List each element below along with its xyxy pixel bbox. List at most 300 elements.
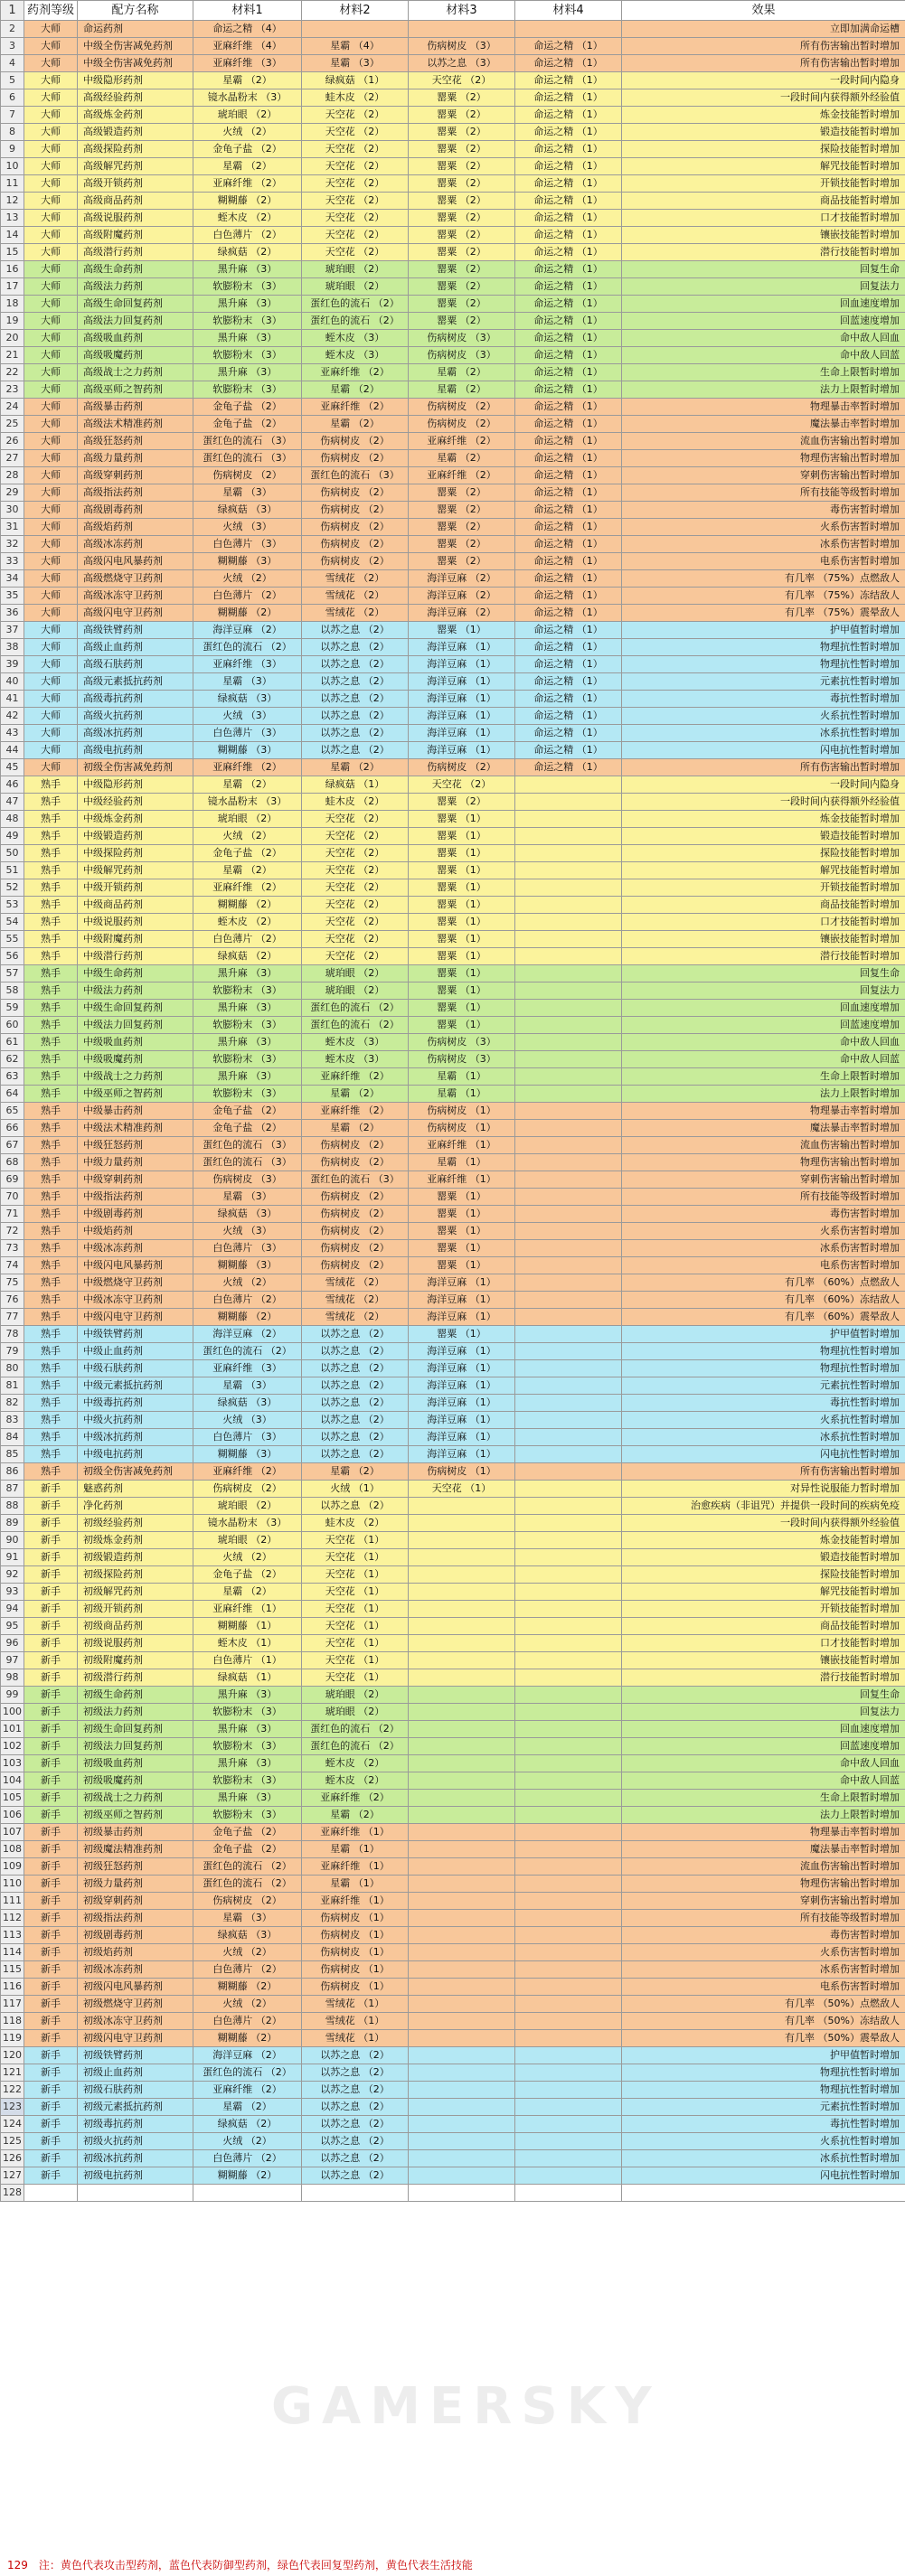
cell-material-3[interactable]: 星霸 （2）	[409, 364, 515, 381]
cell-material-3[interactable]	[409, 1584, 515, 1601]
cell-material-4[interactable]: 命运之精 （1）	[515, 725, 622, 742]
cell-material-4[interactable]	[515, 1635, 622, 1652]
cell-material-3[interactable]	[409, 1601, 515, 1618]
cell-material-4[interactable]: 命运之精 （1）	[515, 433, 622, 450]
row-number[interactable]: 36	[1, 605, 24, 622]
cell-effect[interactable]: 物理伤害输出暂时增加	[622, 450, 905, 467]
row-number[interactable]: 78	[1, 1326, 24, 1343]
cell-material-1[interactable]: 亚麻纤维 （3）	[193, 1360, 302, 1377]
cell-recipe-name[interactable]: 高级商品药剂	[78, 193, 193, 210]
cell-material-4[interactable]: 命运之精 （1）	[515, 193, 622, 210]
cell-level[interactable]: 大师	[24, 175, 78, 193]
cell-level[interactable]: 新手	[24, 1944, 78, 1961]
cell-material-1[interactable]: 亚麻纤维 （4）	[193, 38, 302, 55]
row-number[interactable]: 81	[1, 1377, 24, 1395]
cell-material-1[interactable]: 蛭木皮 （2）	[193, 210, 302, 227]
cell-material-3[interactable]	[409, 2064, 515, 2082]
cell-recipe-name[interactable]: 初级火抗药剂	[78, 2133, 193, 2150]
cell-material-3[interactable]: 海洋豆麻 （1）	[409, 1292, 515, 1309]
cell-level[interactable]: 大师	[24, 244, 78, 261]
cell-material-1[interactable]: 亚麻纤维 （1）	[193, 1601, 302, 1618]
cell-material-2[interactable]: 星霸 （2）	[302, 1463, 409, 1481]
cell-material-1[interactable]: 软膨粉末 （3）	[193, 1807, 302, 1824]
cell-level[interactable]: 大师	[24, 622, 78, 639]
cell-level[interactable]: 大师	[24, 536, 78, 553]
cell-material-2[interactable]: 蛋红色的流石 （2）	[302, 1721, 409, 1738]
cell-level[interactable]: 大师	[24, 330, 78, 347]
cell-material-3[interactable]: 天空花 （2）	[409, 776, 515, 794]
cell-material-4[interactable]	[515, 776, 622, 794]
cell-material-2[interactable]: 星霸 （1）	[302, 1876, 409, 1893]
cell-recipe-name[interactable]: 高级法力回复药剂	[78, 313, 193, 330]
cell-material-2[interactable]: 琥珀眼 （2）	[302, 1704, 409, 1721]
cell-effect[interactable]: 物理抗性暂时增加	[622, 1343, 905, 1360]
cell-material-4[interactable]	[515, 862, 622, 879]
cell-material-3[interactable]: 罂粟 （1）	[409, 948, 515, 965]
cell-material-1[interactable]: 金龟子盐 （2）	[193, 141, 302, 158]
cell-material-4[interactable]	[515, 1051, 622, 1068]
cell-material-3[interactable]	[409, 2167, 515, 2185]
cell-material-1[interactable]: 软膨粉末 （3）	[193, 381, 302, 399]
cell-material-4[interactable]	[515, 2167, 622, 2185]
cell-material-2[interactable]: 天空花 （2）	[302, 845, 409, 862]
cell-material-4[interactable]	[515, 1687, 622, 1704]
row-number[interactable]: 80	[1, 1360, 24, 1377]
cell-material-2[interactable]: 天空花 （1）	[302, 1601, 409, 1618]
cell-material-3[interactable]: 海洋豆麻 （1）	[409, 691, 515, 708]
row-number[interactable]: 74	[1, 1257, 24, 1274]
cell-material-1[interactable]: 糊糊藤 （2）	[193, 1979, 302, 1996]
cell-level[interactable]: 大师	[24, 656, 78, 673]
cell-material-1[interactable]: 糊糊藤 （2）	[193, 2030, 302, 2047]
cell-material-1[interactable]: 火绒 （2）	[193, 1549, 302, 1566]
cell-effect[interactable]: 回复生命	[622, 261, 905, 278]
cell-level[interactable]: 熟手	[24, 1446, 78, 1463]
cell-level[interactable]: 大师	[24, 261, 78, 278]
cell-material-3[interactable]: 伤病树皮 （2）	[409, 416, 515, 433]
cell-material-2[interactable]: 雪绒花 （2）	[302, 1292, 409, 1309]
cell-material-2[interactable]: 雪绒花 （1）	[302, 1996, 409, 2013]
cell-material-4[interactable]: 命运之精 （1）	[515, 742, 622, 759]
cell-material-4[interactable]: 命运之精 （1）	[515, 588, 622, 605]
cell-material-2[interactable]: 天空花 （2）	[302, 124, 409, 141]
cell-material-1[interactable]: 伤病树皮 （2）	[193, 1893, 302, 1910]
cell-material-2[interactable]: 雪绒花 （1）	[302, 2030, 409, 2047]
cell-recipe-name[interactable]: 高级炼金药剂	[78, 107, 193, 124]
cell-material-1[interactable]: 蛋红色的流石 （2）	[193, 2064, 302, 2082]
cell-material-4[interactable]	[515, 2013, 622, 2030]
cell-level[interactable]: 熟手	[24, 1395, 78, 1412]
cell-material-3[interactable]	[409, 1772, 515, 1790]
cell-effect[interactable]: 潜行技能暂时增加	[622, 948, 905, 965]
cell-material-4[interactable]	[515, 1120, 622, 1137]
cell-effect[interactable]: 有几率 （50%）点燃敌人	[622, 1996, 905, 2013]
cell-level[interactable]: 大师	[24, 673, 78, 691]
cell-material-1[interactable]: 亚麻纤维 （2）	[193, 879, 302, 897]
cell-material-3[interactable]	[409, 1704, 515, 1721]
cell-material-1[interactable]: 亚麻纤维 （3）	[193, 656, 302, 673]
cell-material-2[interactable]: 以苏之息 （2）	[302, 622, 409, 639]
cell-material-2[interactable]: 星霸 （2）	[302, 1120, 409, 1137]
row-number[interactable]: 107	[1, 1824, 24, 1841]
cell-material-2[interactable]: 伤病树皮 （2）	[302, 1206, 409, 1223]
row-number[interactable]: 75	[1, 1274, 24, 1292]
cell-level[interactable]: 新手	[24, 1618, 78, 1635]
cell-effect[interactable]: 有几率 （75%）震晕敌人	[622, 605, 905, 622]
cell-material-2[interactable]: 天空花 （1）	[302, 1669, 409, 1687]
cell-material-3[interactable]	[409, 1515, 515, 1532]
cell-level[interactable]: 大师	[24, 450, 78, 467]
cell-level[interactable]: 大师	[24, 381, 78, 399]
cell-effect[interactable]: 法力上限暂时增加	[622, 1086, 905, 1103]
cell-material-3[interactable]	[409, 1687, 515, 1704]
cell-recipe-name[interactable]: 高级电抗药剂	[78, 742, 193, 759]
cell-material-3[interactable]: 罂粟 （1）	[409, 811, 515, 828]
cell-material-3[interactable]: 海洋豆麻 （1）	[409, 1309, 515, 1326]
cell-effect[interactable]: 冰系抗性暂时增加	[622, 2150, 905, 2167]
row-number[interactable]: 66	[1, 1120, 24, 1137]
cell-material-4[interactable]	[515, 1034, 622, 1051]
cell-level[interactable]: 熟手	[24, 1154, 78, 1171]
cell-material-1[interactable]: 金龟子盐 （2）	[193, 1103, 302, 1120]
cell-effect[interactable]: 回复生命	[622, 965, 905, 982]
cell-material-4[interactable]	[515, 1584, 622, 1601]
cell-material-2[interactable]: 天空花 （2）	[302, 828, 409, 845]
cell-level[interactable]: 大师	[24, 72, 78, 89]
cell-material-2[interactable]: 天空花 （2）	[302, 141, 409, 158]
cell-recipe-name[interactable]: 初级毒抗药剂	[78, 2116, 193, 2133]
cell-recipe-name[interactable]: 中级全伤害减免药剂	[78, 55, 193, 72]
cell-level[interactable]: 新手	[24, 1687, 78, 1704]
cell-material-3[interactable]	[409, 2047, 515, 2064]
cell-material-3[interactable]	[409, 2099, 515, 2116]
header-material-2[interactable]: 材料2	[302, 1, 409, 21]
cell-recipe-name[interactable]: 魅惑药剂	[78, 1481, 193, 1498]
cell-recipe-name[interactable]: 高级潜行药剂	[78, 244, 193, 261]
cell-level[interactable]: 熟手	[24, 1326, 78, 1343]
cell-material-4[interactable]	[515, 1772, 622, 1790]
cell-material-3[interactable]: 罂粟 （2）	[409, 175, 515, 193]
cell-level[interactable]: 新手	[24, 1790, 78, 1807]
cell-recipe-name[interactable]: 初级炼金药剂	[78, 1532, 193, 1549]
cell-material-1[interactable]: 黑升麻 （3）	[193, 965, 302, 982]
cell-material-4[interactable]	[515, 2133, 622, 2150]
row-number[interactable]: 119	[1, 2030, 24, 2047]
cell-material-3[interactable]: 罂粟 （2）	[409, 313, 515, 330]
cell-material-2[interactable]: 伤病树皮 （2）	[302, 484, 409, 502]
cell-recipe-name[interactable]: 中级全伤害减免药剂	[78, 38, 193, 55]
cell-material-3[interactable]: 罂粟 （1）	[409, 1017, 515, 1034]
cell-material-4[interactable]: 命运之精 （1）	[515, 553, 622, 570]
empty-cell[interactable]	[193, 2185, 302, 2202]
cell-material-3[interactable]: 星霸 （1）	[409, 1068, 515, 1086]
cell-effect[interactable]: 探险技能暂时增加	[622, 1566, 905, 1584]
cell-material-1[interactable]: 黑升麻 （3）	[193, 330, 302, 347]
cell-material-3[interactable]: 海洋豆麻 （1）	[409, 1395, 515, 1412]
cell-recipe-name[interactable]: 高级锻造药剂	[78, 124, 193, 141]
cell-material-1[interactable]: 蛭木皮 （2）	[193, 914, 302, 931]
row-number[interactable]: 46	[1, 776, 24, 794]
cell-effect[interactable]: 物理伤害输出暂时增加	[622, 1154, 905, 1171]
cell-material-3[interactable]	[409, 1841, 515, 1858]
cell-material-1[interactable]: 白色薄片 （3）	[193, 725, 302, 742]
cell-material-1[interactable]: 蛋红色的流石 （2）	[193, 1876, 302, 1893]
cell-recipe-name[interactable]: 高级吸魔药剂	[78, 347, 193, 364]
cell-level[interactable]: 大师	[24, 759, 78, 776]
cell-recipe-name[interactable]: 初级全伤害减免药剂	[78, 759, 193, 776]
cell-effect[interactable]: 命中敌人回蓝	[622, 1051, 905, 1068]
row-number[interactable]: 24	[1, 399, 24, 416]
cell-effect[interactable]: 魔法暴击率暂时增加	[622, 416, 905, 433]
cell-level[interactable]: 新手	[24, 1532, 78, 1549]
cell-effect[interactable]: 炼金技能暂时增加	[622, 107, 905, 124]
cell-material-3[interactable]	[409, 1807, 515, 1824]
cell-effect[interactable]: 元素抗性暂时增加	[622, 1377, 905, 1395]
header-material-1[interactable]: 材料1	[193, 1, 302, 21]
cell-material-2[interactable]: 星霸 （2）	[302, 759, 409, 776]
cell-recipe-name[interactable]: 中级经验药剂	[78, 794, 193, 811]
cell-level[interactable]: 新手	[24, 1549, 78, 1566]
row-number[interactable]: 76	[1, 1292, 24, 1309]
cell-recipe-name[interactable]: 中级解咒药剂	[78, 862, 193, 879]
cell-material-4[interactable]	[515, 1292, 622, 1309]
cell-material-3[interactable]: 亚麻纤维 （1）	[409, 1171, 515, 1189]
cell-recipe-name[interactable]: 初级冰冻药剂	[78, 1961, 193, 1979]
cell-material-3[interactable]: 罂粟 （1）	[409, 897, 515, 914]
cell-material-3[interactable]: 罂粟 （1）	[409, 845, 515, 862]
cell-material-3[interactable]	[409, 1790, 515, 1807]
cell-material-1[interactable]: 白色薄片 （2）	[193, 1292, 302, 1309]
header-level[interactable]: 药剂等级	[24, 1, 78, 21]
empty-cell[interactable]	[515, 2185, 622, 2202]
cell-material-1[interactable]: 白色薄片 （2）	[193, 1961, 302, 1979]
row-number[interactable]: 127	[1, 2167, 24, 2185]
cell-recipe-name[interactable]: 高级附魔药剂	[78, 227, 193, 244]
cell-material-1[interactable]: 白色薄片 （2）	[193, 227, 302, 244]
cell-material-4[interactable]	[515, 845, 622, 862]
cell-recipe-name[interactable]: 初级止血药剂	[78, 2064, 193, 2082]
cell-material-3[interactable]	[409, 1498, 515, 1515]
cell-material-3[interactable]	[409, 1979, 515, 1996]
cell-effect[interactable]: 一段时间内获得额外经验值	[622, 794, 905, 811]
cell-recipe-name[interactable]: 初级燃烧守卫药剂	[78, 1996, 193, 2013]
cell-material-2[interactable]: 天空花 （2）	[302, 811, 409, 828]
cell-material-4[interactable]	[515, 1068, 622, 1086]
cell-material-3[interactable]: 罂粟 （2）	[409, 244, 515, 261]
cell-level[interactable]: 熟手	[24, 1000, 78, 1017]
cell-material-2[interactable]: 天空花 （1）	[302, 1532, 409, 1549]
cell-material-1[interactable]: 黑升麻 （3）	[193, 1068, 302, 1086]
cell-material-3[interactable]: 伤病树皮 （1）	[409, 1103, 515, 1120]
cell-material-2[interactable]: 伤病树皮 （2）	[302, 1223, 409, 1240]
cell-material-4[interactable]	[515, 1412, 622, 1429]
cell-recipe-name[interactable]: 初级潜行药剂	[78, 1669, 193, 1687]
cell-material-3[interactable]: 伤病树皮 （1）	[409, 1463, 515, 1481]
cell-material-1[interactable]: 绿疯菇 （2）	[193, 948, 302, 965]
cell-level[interactable]: 新手	[24, 1927, 78, 1944]
cell-material-2[interactable]: 以苏之息 （2）	[302, 2047, 409, 2064]
cell-recipe-name[interactable]: 初级开锁药剂	[78, 1601, 193, 1618]
cell-level[interactable]: 熟手	[24, 776, 78, 794]
cell-material-2[interactable]: 亚麻纤维 （1）	[302, 1893, 409, 1910]
cell-effect[interactable]: 回蓝速度增加	[622, 313, 905, 330]
cell-level[interactable]: 新手	[24, 2150, 78, 2167]
cell-recipe-name[interactable]: 高级生命药剂	[78, 261, 193, 278]
cell-material-3[interactable]: 罂粟 （1）	[409, 982, 515, 1000]
row-number[interactable]: 121	[1, 2064, 24, 2082]
cell-recipe-name[interactable]: 高级焰药剂	[78, 519, 193, 536]
cell-level[interactable]: 熟手	[24, 1223, 78, 1240]
cell-material-4[interactable]	[515, 1893, 622, 1910]
row-number[interactable]: 97	[1, 1652, 24, 1669]
row-number[interactable]: 98	[1, 1669, 24, 1687]
row-number[interactable]: 88	[1, 1498, 24, 1515]
cell-level[interactable]: 新手	[24, 1996, 78, 2013]
cell-level[interactable]: 大师	[24, 38, 78, 55]
cell-material-3[interactable]: 罂粟 （2）	[409, 210, 515, 227]
cell-material-3[interactable]	[409, 2150, 515, 2167]
cell-effect[interactable]: 电系伤害暂时增加	[622, 553, 905, 570]
cell-material-1[interactable]: 火绒 （2）	[193, 124, 302, 141]
row-number[interactable]: 30	[1, 502, 24, 519]
cell-recipe-name[interactable]: 高级冰冻药剂	[78, 536, 193, 553]
cell-level[interactable]: 大师	[24, 364, 78, 381]
cell-material-1[interactable]: 蛋红色的流石 （2）	[193, 1343, 302, 1360]
cell-level[interactable]: 新手	[24, 2133, 78, 2150]
cell-recipe-name[interactable]: 中级元素抵抗药剂	[78, 1377, 193, 1395]
cell-material-4[interactable]	[515, 2116, 622, 2133]
cell-recipe-name[interactable]: 中级毒抗药剂	[78, 1395, 193, 1412]
row-number[interactable]: 10	[1, 158, 24, 175]
row-number[interactable]: 112	[1, 1910, 24, 1927]
cell-material-2[interactable]: 星霸 （3）	[302, 55, 409, 72]
cell-recipe-name[interactable]: 初级指法药剂	[78, 1910, 193, 1927]
row-number[interactable]: 117	[1, 1996, 24, 2013]
cell-material-1[interactable]: 白色薄片 （2）	[193, 2150, 302, 2167]
row-number[interactable]: 1	[1, 1, 24, 21]
cell-material-3[interactable]	[409, 1755, 515, 1772]
cell-effect[interactable]: 电系伤害暂时增加	[622, 1257, 905, 1274]
cell-level[interactable]: 熟手	[24, 1292, 78, 1309]
cell-material-4[interactable]: 命运之精 （1）	[515, 759, 622, 776]
cell-material-3[interactable]	[409, 1910, 515, 1927]
cell-material-3[interactable]: 罂粟 （2）	[409, 107, 515, 124]
cell-material-4[interactable]	[515, 1223, 622, 1240]
header-material-3[interactable]: 材料3	[409, 1, 515, 21]
cell-recipe-name[interactable]: 高级法力药剂	[78, 278, 193, 296]
cell-material-1[interactable]: 软膨粉末 （3）	[193, 347, 302, 364]
cell-effect[interactable]: 护甲值暂时增加	[622, 1326, 905, 1343]
cell-level[interactable]: 新手	[24, 1876, 78, 1893]
cell-material-2[interactable]: 以苏之息 （2）	[302, 1326, 409, 1343]
cell-material-2[interactable]: 天空花 （2）	[302, 227, 409, 244]
cell-level[interactable]: 新手	[24, 1498, 78, 1515]
cell-material-4[interactable]	[515, 1961, 622, 1979]
cell-material-2[interactable]: 天空花 （1）	[302, 1549, 409, 1566]
cell-material-3[interactable]	[409, 1961, 515, 1979]
empty-cell[interactable]	[302, 2185, 409, 2202]
cell-material-2[interactable]: 琥珀眼 （2）	[302, 982, 409, 1000]
cell-material-1[interactable]: 绿疯菇 （1）	[193, 1669, 302, 1687]
cell-recipe-name[interactable]: 初级探险药剂	[78, 1566, 193, 1584]
cell-material-2[interactable]: 以苏之息 （2）	[302, 1429, 409, 1446]
cell-effect[interactable]: 镶嵌技能暂时增加	[622, 227, 905, 244]
cell-effect[interactable]: 炼金技能暂时增加	[622, 811, 905, 828]
cell-material-3[interactable]: 海洋豆麻 （1）	[409, 725, 515, 742]
cell-effect[interactable]: 穿刺伤害输出暂时增加	[622, 1171, 905, 1189]
row-number[interactable]: 40	[1, 673, 24, 691]
cell-material-1[interactable]: 黑升麻 （3）	[193, 1790, 302, 1807]
cell-material-1[interactable]: 蛋红色的流石 （3）	[193, 1154, 302, 1171]
cell-recipe-name[interactable]: 高级燃烧守卫药剂	[78, 570, 193, 588]
cell-material-2[interactable]: 伤病树皮 （2）	[302, 1257, 409, 1274]
cell-material-2[interactable]: 琥珀眼 （2）	[302, 261, 409, 278]
cell-material-2[interactable]: 以苏之息 （2）	[302, 691, 409, 708]
cell-recipe-name[interactable]: 高级狂怒药剂	[78, 433, 193, 450]
cell-level[interactable]: 新手	[24, 1824, 78, 1841]
cell-material-1[interactable]: 星霸 （3）	[193, 484, 302, 502]
cell-recipe-name[interactable]: 初级商品药剂	[78, 1618, 193, 1635]
cell-effect[interactable]: 所有技能等级暂时增加	[622, 1189, 905, 1206]
cell-material-2[interactable]: 天空花 （2）	[302, 193, 409, 210]
cell-material-1[interactable]: 软膨粉末 （3）	[193, 982, 302, 1000]
cell-effect[interactable]: 口才技能暂时增加	[622, 1635, 905, 1652]
cell-effect[interactable]: 毒伤害暂时增加	[622, 1206, 905, 1223]
cell-recipe-name[interactable]: 中级冰冻守卫药剂	[78, 1292, 193, 1309]
cell-recipe-name[interactable]: 高级指法药剂	[78, 484, 193, 502]
cell-effect[interactable]: 一段时间内隐身	[622, 776, 905, 794]
cell-material-3[interactable]: 海洋豆麻 （2）	[409, 570, 515, 588]
cell-material-2[interactable]: 蛙木皮 （2）	[302, 794, 409, 811]
cell-level[interactable]: 熟手	[24, 862, 78, 879]
cell-effect[interactable]: 开锁技能暂时增加	[622, 879, 905, 897]
cell-material-4[interactable]	[515, 1876, 622, 1893]
cell-material-1[interactable]: 黑升麻 （3）	[193, 1721, 302, 1738]
row-number[interactable]: 58	[1, 982, 24, 1000]
cell-recipe-name[interactable]: 中级狂怒药剂	[78, 1137, 193, 1154]
cell-material-2[interactable]: 绿疯菇 （1）	[302, 72, 409, 89]
cell-recipe-name[interactable]: 初级巫师之智药剂	[78, 1807, 193, 1824]
cell-material-3[interactable]	[409, 1996, 515, 2013]
cell-material-1[interactable]: 绿疯菇 （3）	[193, 1206, 302, 1223]
cell-recipe-name[interactable]: 初级战士之力药剂	[78, 1790, 193, 1807]
cell-level[interactable]: 大师	[24, 55, 78, 72]
row-number[interactable]: 52	[1, 879, 24, 897]
cell-material-1[interactable]: 软膨粉末 （3）	[193, 1017, 302, 1034]
cell-recipe-name[interactable]: 高级冰抗药剂	[78, 725, 193, 742]
cell-effect[interactable]: 毒伤害暂时增加	[622, 1927, 905, 1944]
row-number[interactable]: 27	[1, 450, 24, 467]
cell-material-3[interactable]: 罂粟 （1）	[409, 622, 515, 639]
cell-level[interactable]: 熟手	[24, 948, 78, 965]
cell-material-2[interactable]: 伤病树皮 （2）	[302, 502, 409, 519]
cell-level[interactable]: 大师	[24, 347, 78, 364]
cell-effect[interactable]: 一段时间内隐身	[622, 72, 905, 89]
cell-material-4[interactable]	[515, 1137, 622, 1154]
cell-effect[interactable]: 命中敌人回蓝	[622, 1772, 905, 1790]
cell-material-4[interactable]: 命运之精 （1）	[515, 278, 622, 296]
cell-effect[interactable]: 对异性说服能力暂时增加	[622, 1481, 905, 1498]
cell-effect[interactable]: 流血伤害输出暂时增加	[622, 1858, 905, 1876]
cell-material-2[interactable]: 伤病树皮 （2）	[302, 450, 409, 467]
cell-material-4[interactable]	[515, 1257, 622, 1274]
cell-material-4[interactable]	[515, 1858, 622, 1876]
cell-recipe-name[interactable]: 高级暴击药剂	[78, 399, 193, 416]
cell-effect[interactable]: 商品技能暂时增加	[622, 1618, 905, 1635]
row-number[interactable]: 96	[1, 1635, 24, 1652]
cell-material-3[interactable]: 罂粟 （1）	[409, 931, 515, 948]
cell-material-3[interactable]	[409, 1652, 515, 1669]
